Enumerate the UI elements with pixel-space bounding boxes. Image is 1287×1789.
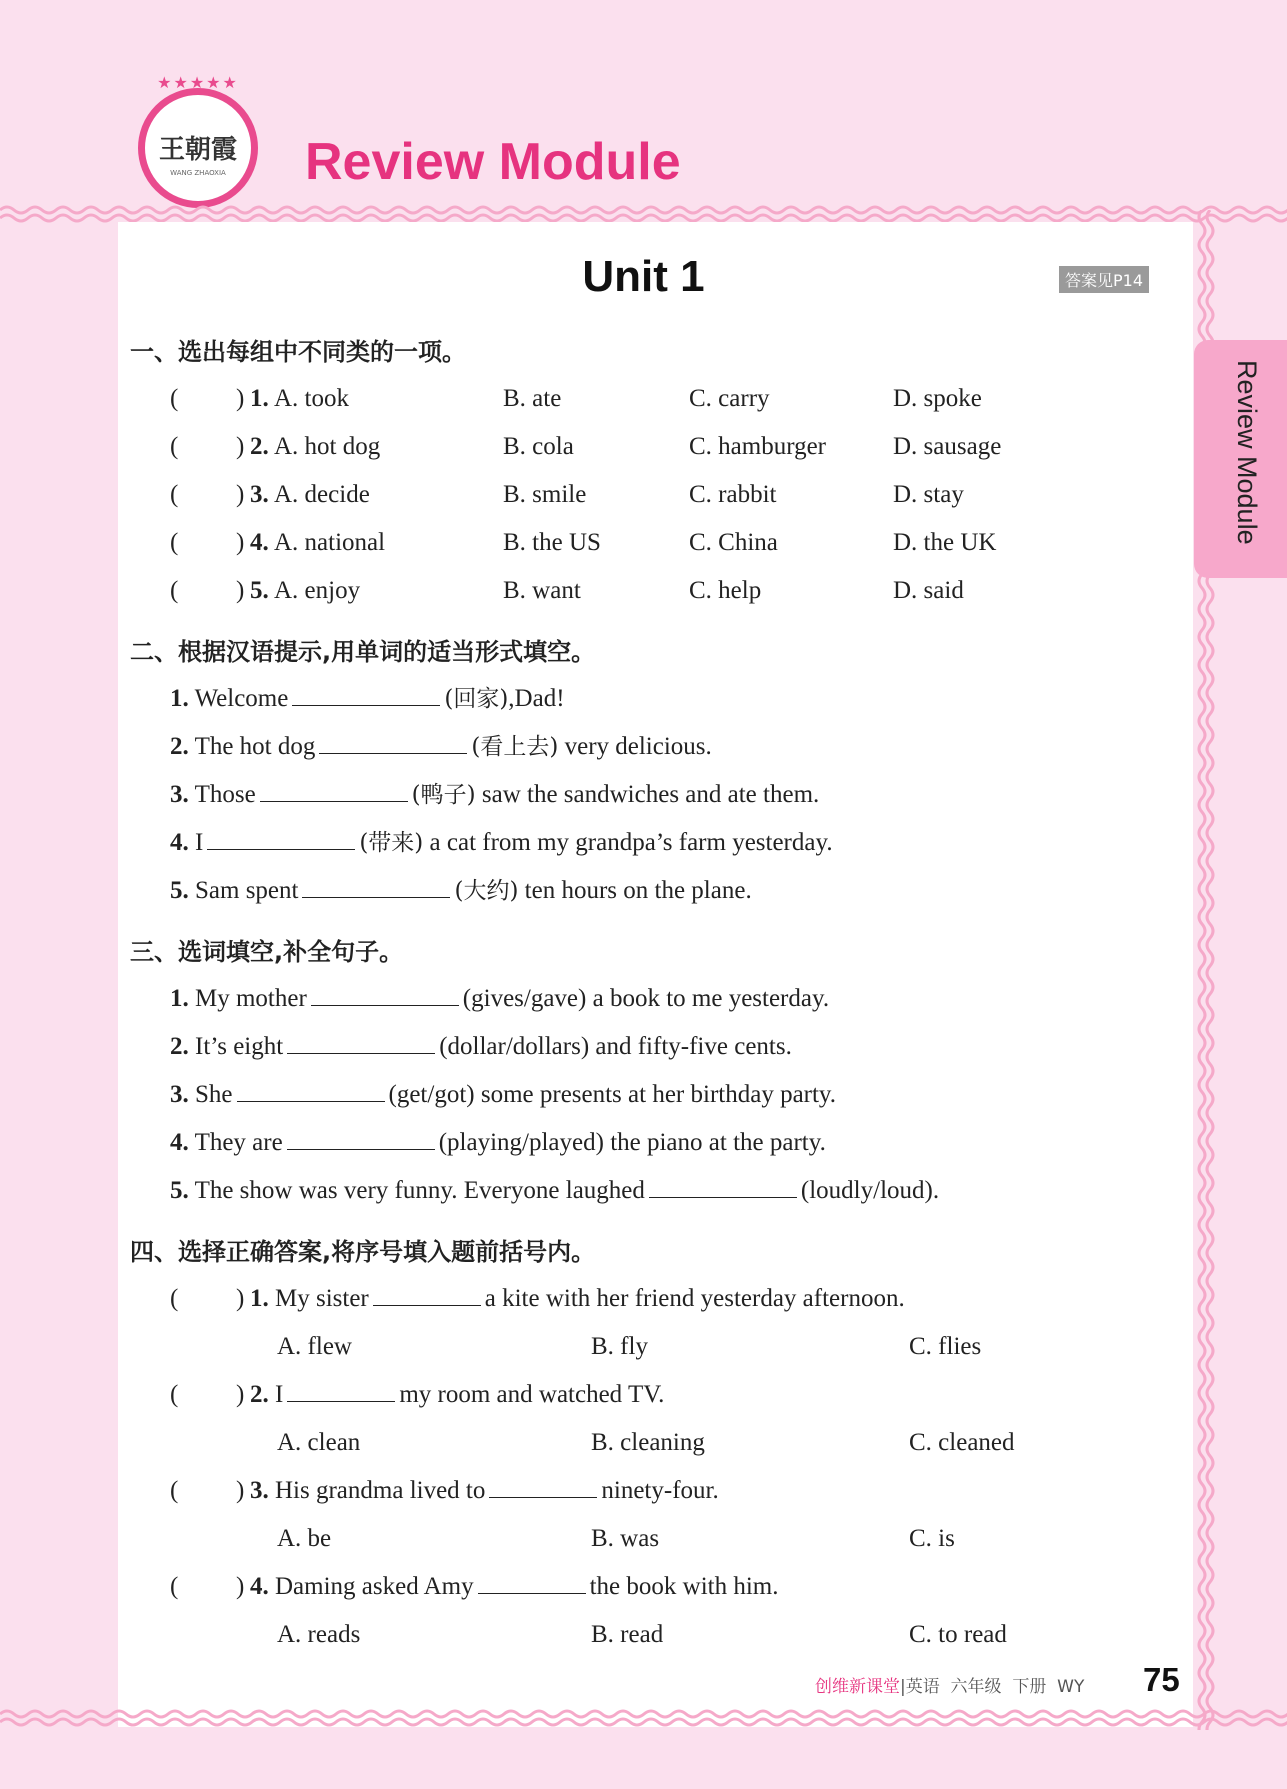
option-c: C. help [689, 577, 762, 604]
publisher-logo [138, 75, 258, 208]
option-a: A. be [277, 1525, 332, 1552]
answer-paren-close: ) [236, 1285, 245, 1312]
sentence-start: Daming asked Amy [275, 1573, 474, 1600]
hint: (鸭子) [411, 782, 476, 808]
sentence-end: ninety-four. [601, 1477, 719, 1504]
sentence-end: ,Dad! [508, 685, 565, 712]
question-number: 1. [250, 385, 269, 412]
option-b: B. smile [503, 481, 587, 508]
sentence-start: Welcome [194, 685, 289, 712]
option-a: A. clean [277, 1429, 361, 1456]
answer-reference-badge: 答案见P14 [1059, 266, 1149, 293]
side-tab-label: Review Module [1232, 360, 1262, 545]
question-number: 2. [170, 1033, 189, 1060]
word-choices: (dollar/dollars) [439, 1033, 590, 1060]
answer-paren-close: ) [236, 1477, 245, 1504]
option-a: A. hot dog [274, 433, 381, 460]
question-number: 1. [250, 1285, 269, 1312]
option-c: C. rabbit [689, 481, 777, 508]
answer-paren-open: ( [170, 433, 179, 460]
question-number: 4. [250, 1573, 269, 1600]
question-number: 3. [170, 1081, 189, 1108]
option-d: D. spoke [893, 385, 982, 412]
option-b: B. read [591, 1621, 664, 1648]
sentence-start: They are [194, 1129, 283, 1156]
logo-subtext: WANG ZHAOXIA [170, 169, 226, 177]
sentence-start: I [195, 829, 204, 856]
sentence-start: I [275, 1381, 284, 1408]
hint: (看上去) [471, 734, 559, 760]
question-number: 1. [170, 685, 189, 712]
question-number: 2. [250, 433, 269, 460]
option-a: A. decide [274, 481, 370, 508]
answer-paren-open: ( [170, 1477, 179, 1504]
answer-paren-open: ( [170, 1381, 179, 1408]
question-number: 5. [170, 1177, 189, 1204]
answer-blank[interactable] [287, 1375, 395, 1402]
option-d: D. sausage [893, 433, 1002, 460]
option-c: C. is [909, 1525, 955, 1552]
star-icon: ★★★★★ [157, 75, 239, 92]
header [0, 0, 1287, 215]
word-choices: (playing/played) [438, 1129, 604, 1156]
brand-name: 创维新课堂 [815, 1677, 900, 1697]
question-number: 4. [170, 829, 189, 856]
question-number: 3. [250, 1477, 269, 1504]
answer-blank[interactable] [287, 1123, 435, 1150]
answer-paren-close: ) [236, 529, 245, 556]
option-a: A. national [274, 529, 386, 556]
sentence-end: ten hours on the plane. [524, 877, 752, 904]
section-2-title: 二、根据汉语提示,用单词的适当形式填空。 [130, 638, 596, 666]
question-number: 2. [170, 733, 189, 760]
question-number: 3. [170, 781, 189, 808]
answer-paren-open: ( [170, 481, 179, 508]
sentence-start: She [195, 1081, 233, 1108]
answer-paren-close: ) [236, 385, 245, 412]
sentence-start: Those [194, 781, 256, 808]
sentence-start: His grandma lived to [275, 1477, 486, 1504]
option-a: A. took [274, 385, 349, 412]
option-b: B. want [503, 577, 581, 604]
wave-border-bottom [0, 1700, 1287, 1740]
option-d: D. stay [893, 481, 964, 508]
sentence-end: a kite with her friend yesterday afternoon. [484, 1285, 905, 1312]
answer-blank[interactable] [649, 1171, 797, 1198]
logo-text: 王朝霞 [158, 135, 237, 165]
section-1-title: 一、选出每组中不同类的一项。 [130, 338, 466, 366]
question-number: 4. [170, 1129, 189, 1156]
sentence-start: The hot dog [194, 733, 316, 760]
question-number: 1. [170, 985, 189, 1012]
list-item [170, 679, 565, 719]
option-a: A. flew [277, 1333, 352, 1360]
sentence-end: the book with him. [589, 1573, 779, 1600]
term: 下册 [1012, 1677, 1047, 1697]
answer-blank[interactable] [489, 1471, 597, 1498]
answer-paren-close: ) [236, 1381, 245, 1408]
option-a: A. enjoy [274, 577, 361, 604]
list-item [170, 871, 752, 911]
answer-paren-open: ( [170, 529, 179, 556]
word-choices: (loudly/loud). [800, 1177, 940, 1204]
sentence-start: Sam spent [195, 877, 299, 904]
sentence-end: a book to me yesterday. [592, 985, 830, 1012]
question-number: 2. [250, 1381, 269, 1408]
question-number: 4. [250, 529, 269, 556]
grade: 六年级 [950, 1677, 1002, 1697]
section-3-title: 三、选词填空,补全句子。 [130, 938, 404, 966]
hint: (大约) [454, 878, 519, 904]
option-d: D. the UK [893, 529, 997, 556]
word-choices: (get/got) [388, 1081, 475, 1108]
answer-blank[interactable] [319, 727, 467, 754]
list-item [170, 1171, 939, 1211]
sentence-start: My sister [275, 1285, 369, 1312]
answer-paren-open: ( [170, 385, 179, 412]
sentence-end: some presents at her birthday party. [480, 1081, 837, 1108]
list-item [170, 823, 833, 863]
option-b: B. fly [591, 1333, 648, 1360]
list-item [170, 1123, 826, 1163]
list-item [170, 979, 829, 1019]
option-c: C. hamburger [689, 433, 827, 460]
list-item [170, 727, 712, 767]
sentence-start: The show was very funny. Everyone laughed [194, 1177, 645, 1204]
option-c: C. China [689, 529, 778, 556]
answer-paren-open: ( [170, 577, 179, 604]
sentence-end: a cat from my grandpa’s farm yesterday. [429, 829, 833, 856]
option-b: B. cola [503, 433, 574, 460]
option-b: B. was [591, 1525, 660, 1552]
option-b: B. ate [503, 385, 562, 412]
option-b: B. the US [503, 529, 601, 556]
answer-blank[interactable] [260, 775, 408, 802]
question-number: 3. [250, 481, 269, 508]
page-number: 75 [1143, 1661, 1180, 1698]
answer-blank[interactable] [292, 679, 440, 706]
hint: (回家) [444, 686, 509, 712]
list-item [170, 1027, 792, 1067]
sentence-end: the piano at the party. [610, 1129, 826, 1156]
hint: (带来) [359, 830, 424, 856]
sentence-end: and fifty-five cents. [595, 1033, 792, 1060]
option-c: C. flies [909, 1333, 982, 1360]
sentence-end: saw the sandwiches and ate them. [481, 781, 820, 808]
footer-brand [815, 1672, 1084, 1697]
answer-paren-open: ( [170, 1573, 179, 1600]
option-a: A. reads [277, 1621, 361, 1648]
answer-paren-close: ) [236, 481, 245, 508]
answer-paren-close: ) [236, 577, 245, 604]
option-c: C. cleaned [909, 1429, 1015, 1456]
question-number: 5. [250, 577, 269, 604]
option-b: B. cleaning [591, 1429, 705, 1456]
answer-blank[interactable] [478, 1567, 586, 1594]
word-choices: (gives/gave) [462, 985, 587, 1012]
sentence-start: It’s eight [195, 1033, 284, 1060]
answer-blank[interactable] [287, 1027, 435, 1054]
answer-paren-close: ) [236, 1573, 245, 1600]
answer-blank[interactable] [302, 871, 450, 898]
answer-blank[interactable] [311, 979, 459, 1006]
sentence-end: my room and watched TV. [399, 1381, 665, 1408]
footer-separator: | [900, 1677, 906, 1697]
unit-title: Unit 1 [582, 252, 705, 301]
option-c: C. to read [909, 1621, 1007, 1648]
answer-paren-close: ) [236, 433, 245, 460]
question-number: 5. [170, 877, 189, 904]
sentence-end: very delicious. [564, 733, 712, 760]
edition: WY [1057, 1677, 1085, 1697]
answer-paren-open: ( [170, 1285, 179, 1312]
module-title: Review Module [305, 133, 681, 191]
answer-blank[interactable] [373, 1279, 481, 1306]
subject: 英语 [905, 1677, 940, 1697]
option-d: D. said [893, 577, 964, 604]
option-c: C. carry [689, 385, 770, 412]
sentence-start: My mother [195, 985, 307, 1012]
answer-blank[interactable] [207, 823, 355, 850]
section-4-title: 四、选择正确答案,将序号填入题前括号内。 [130, 1238, 596, 1266]
list-item [170, 775, 819, 815]
answer-blank[interactable] [237, 1075, 385, 1102]
list-item [170, 1075, 836, 1115]
